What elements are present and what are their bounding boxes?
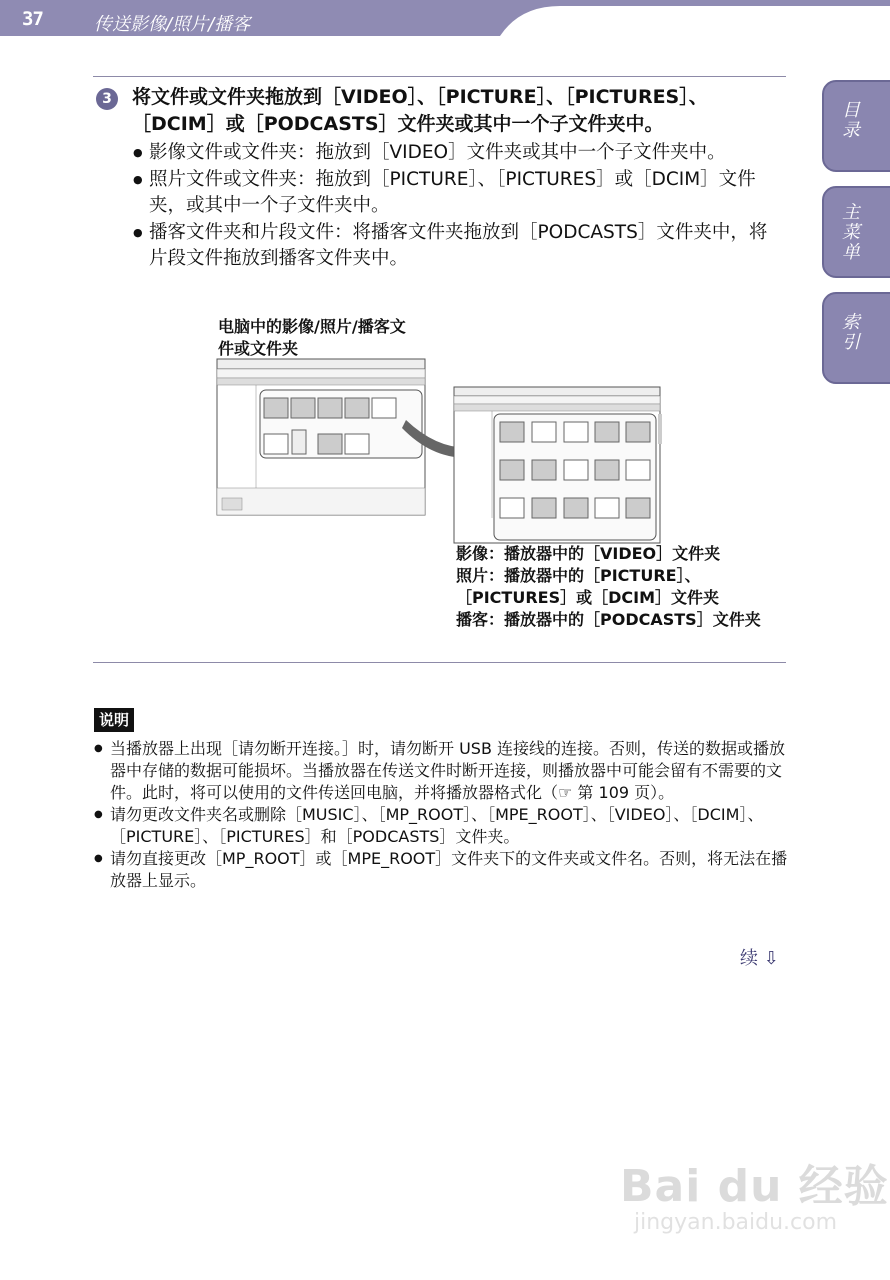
player-label-video: 影像：播放器中的［VIDEO］文件夹: [456, 544, 721, 563]
note-badge: 说明: [94, 708, 134, 732]
step-bullet-list: [133, 140, 783, 273]
note-item-mp-root: ● 请勿直接更改［MP_ROOT］或［MPE_ROOT］文件夹下的文件夹或文件名。否则，将无法在播放器上显示。: [94, 848, 790, 892]
bullet-podcast: ● 播客文件夹和片段文件：将播客文件夹拖放到［PODCASTS］文件夹中，将片段文件拖放到播客文件夹中。: [133, 220, 783, 273]
page-header: [0, 0, 890, 36]
player-label-picture: 照片：播放器中的［PICTURE］、［PICTURES］或［DCIM］文件夹: [456, 566, 720, 607]
pc-files-label: 电脑中的影像/照片/播客文件或文件夹: [218, 317, 406, 358]
section-title: 传送影像/照片/播客: [94, 14, 251, 35]
step-number-badge: 3: [96, 88, 118, 110]
bullet-video: ● 影像文件或文件夹：拖放到［VIDEO］文件夹或其中一个子文件夹中。: [133, 140, 783, 167]
step-instruction: 将文件或文件夹拖放到［VIDEO］、［PICTURE］、［PICTURES］、［DCIM］或［PODCASTS］文件夹或其中一个子文件夹中。: [132, 86, 708, 135]
tab-contents[interactable]: [822, 80, 890, 172]
section-bottom-rule: [93, 662, 786, 663]
top-rule: [93, 76, 786, 77]
tab-index[interactable]: [822, 292, 890, 384]
note-item-rename-folders: ● 请勿更改文件夹名或删除［MUSIC］、［MP_ROOT］、［MPE_ROOT］、［VIDEO］、［DCIM］、［PICTURE］、［PICTURES］和［PODCASTS］文件夹。: [94, 804, 790, 848]
tab-main-menu-label: 主菜单: [839, 202, 860, 262]
bullet-picture: ● 照片文件或文件夹：拖放到［PICTURE］、［PICTURES］或［DCIM］文件夹，或其中一个子文件夹中。: [133, 167, 783, 220]
watermark-main: Bai du 经验: [620, 1161, 889, 1212]
player-window-illustration: [454, 387, 662, 543]
tab-main-menu[interactable]: [822, 186, 890, 278]
continue-link[interactable]: 续 ⇩: [740, 948, 779, 969]
page-number: 37: [22, 8, 43, 30]
baidu-watermark: [620, 1150, 889, 1235]
player-folders-label: [456, 543, 766, 631]
note-item-disconnect: ● 当播放器上出现［请勿断开连接。］时，请勿断开 USB 连接线的连接。否则，传送的数据或播放器中存储的数据可能损坏。当播放器在传送文件时断开连接，则播放器中可能会留有不需要的文件。此时，将可以使用的文件传送回电脑，并将播放器格式化（☞ 第 109 页）。: [94, 738, 790, 804]
note-list: [94, 738, 790, 892]
tab-contents-label: 目录: [839, 100, 860, 140]
drag-illustration: [216, 358, 666, 548]
player-label-podcast: 播客：播放器中的［PODCASTS］文件夹: [456, 610, 761, 629]
tab-index-label: 索引: [839, 312, 860, 352]
pc-window-illustration: [217, 359, 425, 515]
watermark-sub: jingyan.baidu.com: [634, 1210, 838, 1235]
